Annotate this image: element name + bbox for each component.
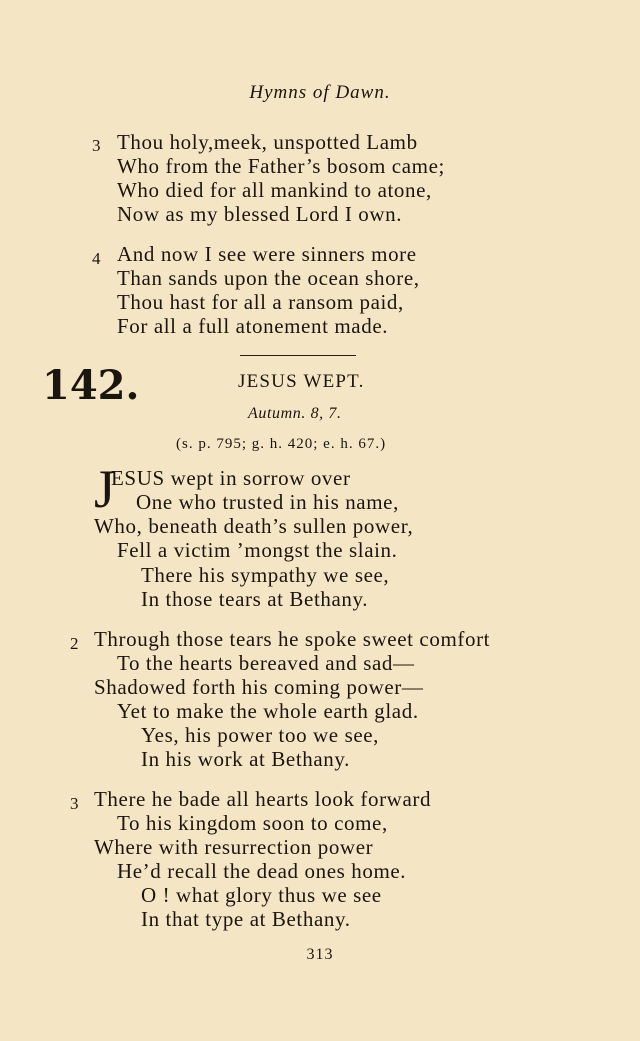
hymn-references: (s. p. 795; g. h. 420; e. h. 67.) bbox=[176, 436, 387, 452]
stanza-number: 4 bbox=[92, 249, 101, 268]
stanza-line: In those tears at Bethany. bbox=[141, 587, 369, 611]
stanza-line: To his kingdom soon to come, bbox=[117, 811, 388, 835]
hymn-number: 142. bbox=[42, 362, 140, 409]
hymn-tune-meter: Autumn. 8, 7. bbox=[248, 405, 342, 422]
stanza-line: Who, beneath death’s sullen power, bbox=[94, 514, 414, 538]
stanza-line: Yes, his power too we see, bbox=[141, 723, 380, 747]
stanza-line: Thou hast for all a ransom paid, bbox=[117, 290, 404, 314]
stanza-line: Now as my blessed Lord I own. bbox=[117, 202, 403, 226]
drop-cap: J bbox=[94, 459, 116, 519]
stanza-line: And now I see were sinners more bbox=[117, 242, 417, 266]
stanza-number: 2 bbox=[70, 634, 79, 653]
hymn-title: JESUS WEPT. bbox=[238, 371, 365, 392]
running-head: Hymns of Dawn. bbox=[249, 82, 391, 103]
stanza-line: He’d recall the dead ones home. bbox=[117, 859, 407, 883]
stanza-line: Who died for all mankind to atone, bbox=[117, 178, 432, 202]
stanza-line: Shadowed forth his coming power— bbox=[94, 675, 424, 699]
stanza-line: Fell a victim ’mongst the slain. bbox=[117, 538, 398, 562]
stanza-line: Who from the Father’s bosom came; bbox=[117, 154, 445, 178]
stanza-line: To the hearts bereaved and sad— bbox=[117, 651, 415, 675]
stanza-line: Where with resurrection power bbox=[94, 835, 374, 859]
stanza-number: 3 bbox=[92, 136, 101, 155]
stanza-line: There his sympathy we see, bbox=[141, 563, 390, 587]
stanza-line: Thou holy,meek, unspotted Lamb bbox=[117, 130, 418, 154]
stanza-line: Through those tears he spoke sweet comfort bbox=[94, 627, 491, 651]
page-number: 313 bbox=[306, 946, 334, 963]
stanza-line: In that type at Bethany. bbox=[141, 907, 351, 931]
stanza-line: Than sands upon the ocean shore, bbox=[117, 266, 420, 290]
stanza-line: One who trusted in his name, bbox=[136, 490, 399, 514]
stanza-line: In his work at Bethany. bbox=[141, 747, 350, 771]
stanza-line: There he bade all hearts look forward bbox=[94, 787, 432, 811]
section-divider bbox=[240, 355, 356, 356]
stanza-line: O ! what glory thus we see bbox=[141, 883, 382, 907]
stanza-line: Yet to make the whole earth glad. bbox=[117, 699, 419, 723]
stanza-line: For all a full atonement made. bbox=[117, 314, 389, 338]
stanza-number: 3 bbox=[70, 794, 79, 813]
stanza-line: ESUS wept in sorrow over bbox=[111, 466, 351, 490]
